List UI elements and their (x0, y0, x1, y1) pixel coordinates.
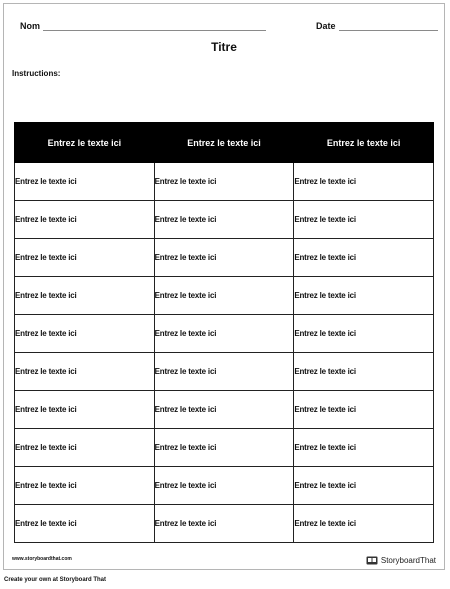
table-cell[interactable]: Entrez le texte ici (154, 239, 294, 277)
table-row (15, 505, 434, 543)
storyboard-logo-icon (366, 556, 378, 565)
table-cell[interactable]: Entrez le texte ici (154, 391, 294, 429)
table-cell[interactable]: Entrez le texte ici (15, 429, 155, 467)
table-cell[interactable]: Entrez le texte ici (154, 201, 294, 239)
table-cell[interactable]: Entrez le texte ici (154, 505, 294, 543)
brand-logo (366, 556, 436, 565)
table-cell[interactable]: Entrez le texte ici (294, 239, 434, 277)
table-row (15, 353, 434, 391)
name-field-line[interactable] (43, 30, 266, 31)
table-cell[interactable]: Entrez le texte ici (154, 277, 294, 315)
table-cell[interactable]: Entrez le texte ici (154, 353, 294, 391)
table-cell[interactable]: Entrez le texte ici (15, 163, 155, 201)
table-cell[interactable]: Entrez le texte ici (294, 353, 434, 391)
table-cell[interactable]: Entrez le texte ici (154, 163, 294, 201)
table-row (15, 315, 434, 353)
table-body (15, 163, 434, 543)
table-cell[interactable]: Entrez le texte ici (15, 505, 155, 543)
table-header-cell[interactable]: Entrez le texte ici (154, 123, 294, 163)
table-cell[interactable]: Entrez le texte ici (15, 239, 155, 277)
table-cell[interactable]: Entrez le texte ici (294, 429, 434, 467)
table-cell[interactable]: Entrez le texte ici (15, 315, 155, 353)
table-cell[interactable]: Entrez le texte ici (15, 467, 155, 505)
table-row (15, 239, 434, 277)
worksheet-page (3, 3, 445, 570)
table-cell[interactable]: Entrez le texte ici (294, 505, 434, 543)
table-cell[interactable]: Entrez le texte ici (154, 315, 294, 353)
table-cell[interactable]: Entrez le texte ici (294, 201, 434, 239)
table-header-row (15, 123, 434, 163)
table-cell[interactable]: Entrez le texte ici (154, 467, 294, 505)
table-row (15, 429, 434, 467)
table-cell[interactable]: Entrez le texte ici (15, 201, 155, 239)
table-cell[interactable]: Entrez le texte ici (15, 353, 155, 391)
table-header-cell[interactable]: Entrez le texte ici (15, 123, 155, 163)
date-field-line[interactable] (339, 30, 438, 31)
table-row (15, 201, 434, 239)
table-cell[interactable]: Entrez le texte ici (294, 315, 434, 353)
table-row (15, 467, 434, 505)
table-cell[interactable]: Entrez le texte ici (294, 467, 434, 505)
page-title[interactable]: Titre (211, 40, 237, 54)
table-header-cell[interactable]: Entrez le texte ici (294, 123, 434, 163)
table-cell[interactable]: Entrez le texte ici (15, 391, 155, 429)
worksheet-table (14, 122, 434, 543)
table-cell[interactable]: Entrez le texte ici (294, 277, 434, 315)
table-cell[interactable]: Entrez le texte ici (154, 429, 294, 467)
create-your-own-caption[interactable]: Create your own at Storyboard That (4, 577, 107, 583)
brand-name: StoryboardThat (380, 556, 436, 565)
table-row (15, 391, 434, 429)
instructions-label[interactable]: Instructions: (12, 69, 61, 78)
table-row (15, 277, 434, 315)
date-label: Date (316, 21, 336, 31)
footer-url: www.storyboardthat.com (12, 556, 72, 562)
table-cell[interactable]: Entrez le texte ici (294, 163, 434, 201)
table-cell[interactable]: Entrez le texte ici (294, 391, 434, 429)
name-label: Nom (20, 21, 40, 31)
table-row (15, 163, 434, 201)
table-cell[interactable]: Entrez le texte ici (15, 277, 155, 315)
